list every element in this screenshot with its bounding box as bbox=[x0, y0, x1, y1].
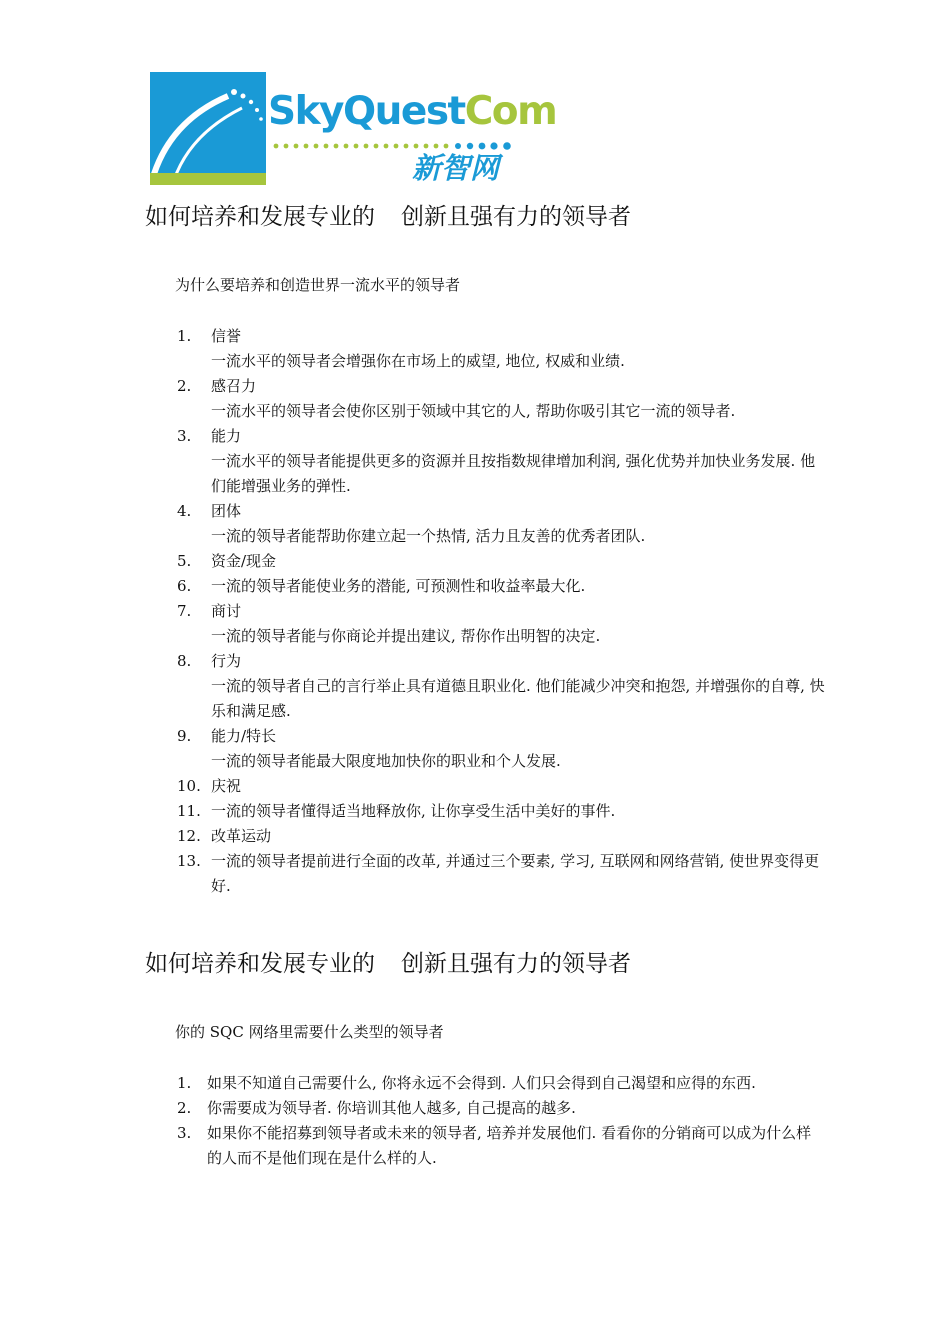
list-item: 2. 你需要成为领导者. 你培训其他人越多, 自己提高的越多. bbox=[177, 1099, 576, 1117]
section-why-leaders bbox=[145, 200, 825, 899]
arc-icon bbox=[150, 72, 266, 184]
list-item: 3. 如果你不能招募到领导者或未来的领导者, 培养并发展他们. 看看你的分销商可以成为什么样的人而不是他们现在是什么样的人. bbox=[177, 1124, 812, 1167]
list-item: 8. 行为 一流的领导者自己的言行举止具有道德且职业化. 他们能减少冲突和抱怨, 并增强你的自尊, 快乐和满足感. bbox=[177, 652, 825, 720]
list-item: 1. 信誉 一流水平的领导者会增强你在市场上的威望, 地位, 权威和业绩. bbox=[177, 327, 625, 370]
list-item: 7. 商讨 一流的领导者能与你商论并提出建议, 帮你作出明智的决定. bbox=[177, 602, 601, 645]
list-item: 6. 一流的领导者能使业务的潜能, 可预测性和收益率最大化. bbox=[177, 577, 586, 595]
section-heading: 如何培养和发展专业的 创新且强有力的领导者 bbox=[145, 204, 631, 230]
section-subtitle: 你的 SQC 网络里需要什么类型的领导者 bbox=[175, 1023, 444, 1041]
list-item: 9. 能力/特长 一流的领导者能最大限度地加快你的职业和个人发展. bbox=[177, 727, 561, 770]
numbered-list bbox=[145, 1071, 825, 1171]
list-item: 2. 感召力 一流水平的领导者会使你区别于领域中其它的人, 帮助你吸引其它一流的领导者. bbox=[177, 377, 736, 420]
logo-chinese-name: 新智网 bbox=[412, 151, 500, 185]
skyquestcom-logo bbox=[150, 72, 557, 190]
list-item: 4. 团体 一流的领导者能帮助你建立起一个热情, 活力且友善的优秀者团队. bbox=[177, 502, 646, 545]
list-item: 12. 改革运动 bbox=[177, 827, 272, 845]
numbered-list bbox=[145, 324, 825, 899]
section-leader-types bbox=[145, 947, 825, 1171]
list-item: 10. 庆祝 bbox=[177, 777, 242, 795]
list-item: 13. 一流的领导者提前进行全面的改革, 并通过三个要素, 学习, 互联网和网络营销, 使世界变得更好. bbox=[177, 852, 820, 895]
logo-emblem bbox=[150, 72, 266, 184]
list-item: 11. 一流的领导者懂得适当地释放你, 让你享受生活中美好的事件. bbox=[177, 802, 616, 820]
section-heading: 如何培养和发展专业的 创新且强有力的领导者 bbox=[145, 951, 631, 977]
logo-wordmark: SkyQuestCom bbox=[268, 89, 557, 134]
list-item: 5. 资金/现金 bbox=[177, 552, 277, 570]
list-item: 3. 能力 一流水平的领导者能提供更多的资源并且按指数规律增加利润, 强化优势并加快业务发展. 他们能增强业务的弹性. bbox=[177, 427, 816, 495]
list-item: 1. 如果不知道自己需要什么, 你将永远不会得到. 人们只会得到自己渴望和应得的东西. bbox=[177, 1074, 756, 1092]
logo-green-band bbox=[150, 173, 266, 185]
section-subtitle: 为什么要培养和创造世界一流水平的领导者 bbox=[175, 276, 461, 294]
